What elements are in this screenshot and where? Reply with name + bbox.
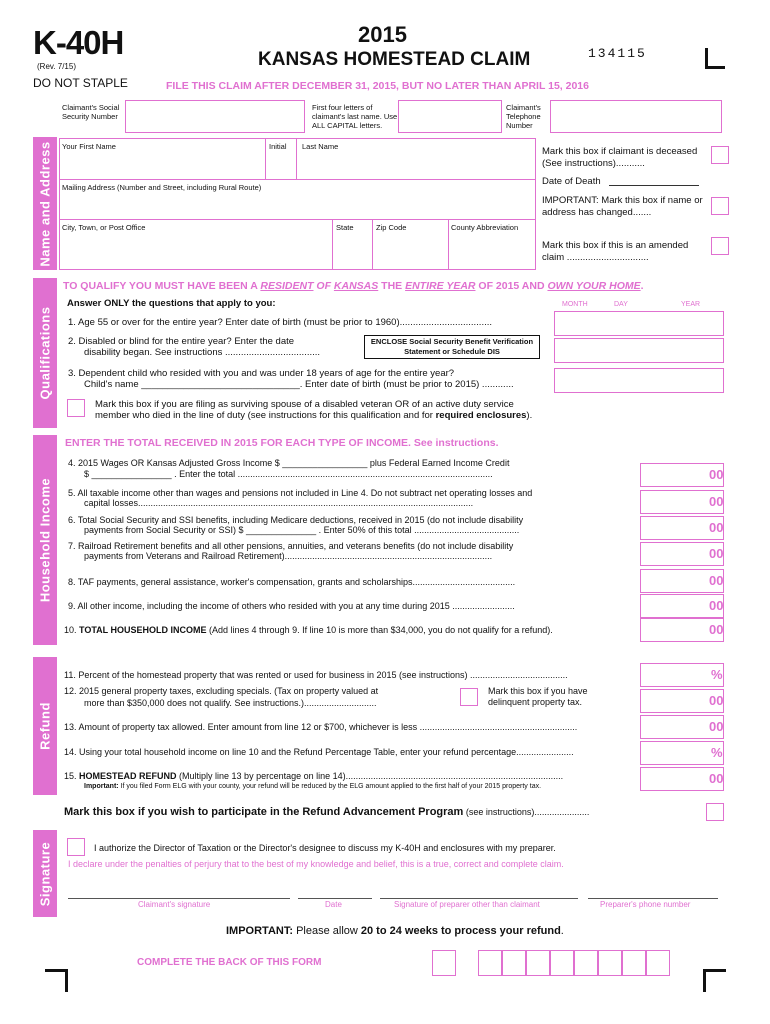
tab-signature: Signature xyxy=(33,830,57,917)
first-name-field[interactable]: Your First Name xyxy=(62,142,116,151)
veteran-label-a: Mark this box if you are filing as surviving spouse of a disabled veteran OR of an active duty service xyxy=(95,399,514,410)
tab-household-income: Household Income xyxy=(33,435,57,645)
date-label: Date xyxy=(325,900,342,909)
veteran-checkbox[interactable] xyxy=(67,399,85,417)
line11-label: 11. Percent of the homestead property that was rented or used for business in 2015 (see instructions) ....................................... xyxy=(64,670,568,680)
zip-field[interactable]: Zip Code xyxy=(376,223,407,232)
first-four-label: First four letters of claimant's last name. Use ALL CAPITAL letters. xyxy=(312,103,398,130)
line14-pct-sign: % xyxy=(711,745,723,760)
preparer-phone-label: Preparer's phone number xyxy=(600,900,691,909)
city-field[interactable]: City, Town, or Post Office xyxy=(62,223,146,232)
line5-label-b: capital losses...................................................................................................................................... xyxy=(84,498,474,508)
line4-label-b: $ ________________ . Enter the total ...................................................................................................... xyxy=(84,469,493,479)
county-field[interactable]: County Abbreviation xyxy=(451,223,519,232)
process-time-notice: IMPORTANT: Please allow 20 to 24 weeks to process your refund. xyxy=(226,925,564,937)
income-heading: ENTER THE TOTAL RECEIVED IN 2015 FOR EACH TYPE OF INCOME. See instructions. xyxy=(65,437,499,449)
line4-label-a: 4. 2015 Wages OR Kansas Adjusted Gross Income $ _________________ plus Federal Earned Income Credit xyxy=(68,458,510,468)
answer-only: Answer ONLY the questions that apply to you: xyxy=(67,298,276,309)
line7-cents: 00 xyxy=(709,546,724,561)
tab-qualifications: Qualifications xyxy=(33,278,57,428)
office-use-box-3 xyxy=(502,950,526,976)
claimant-signature-line[interactable] xyxy=(68,898,290,899)
amended-label: Mark this box if this is an amended claim ............................... xyxy=(542,240,689,263)
preparer-signature-label: Signature of preparer other than claimant xyxy=(394,900,540,909)
date-of-death-label: Date of Death xyxy=(542,176,601,187)
office-use-box-5 xyxy=(550,950,574,976)
veteran-label-b: member who died in the line of duty (see instructions for this qualification and for required enclosures). xyxy=(95,410,533,421)
line7-label-b: payments from Veterans and Railroad Retirement)................................................................................... xyxy=(84,551,493,561)
delinquent-checkbox[interactable] xyxy=(460,688,478,706)
mailing-address-field[interactable]: Mailing Address (Number and Street, including Rural Route) xyxy=(62,183,262,192)
advancement-label: Mark this box if you wish to participate in the Refund Advancement Program (see instructions)...................... xyxy=(64,806,590,818)
office-use-box-7 xyxy=(598,950,622,976)
line5-label-a: 5. All taxable income other than wages and pensions not included in Line 4. Do not subtract net operating losses and xyxy=(68,488,533,498)
line7-label-a: 7. Railroad Retirement benefits and all other pensions, annuities, and veterans benefits (do not include disability xyxy=(68,541,514,551)
line10-label: 10. TOTAL HOUSEHOLD INCOME (Add lines 4 through 9. If line 10 is more than $34,000, you do not qualify for a refund). xyxy=(64,625,553,635)
line10-cents: 00 xyxy=(709,622,724,637)
form-year: 2015 xyxy=(358,22,407,47)
address-change-checkbox[interactable] xyxy=(711,197,729,215)
line1-label: 1. Age 55 or over for the entire year? Enter date of birth (must be prior to 1960)................................... xyxy=(68,317,493,328)
line2-label-b: disability began. See instructions .................................... xyxy=(84,347,321,358)
authorize-preparer-checkbox[interactable] xyxy=(67,838,85,856)
corner-mark-bottom-right xyxy=(703,969,726,992)
state-field[interactable]: State xyxy=(336,223,354,232)
line1-dob-field[interactable] xyxy=(554,311,724,336)
deceased-label: Mark this box if claimant is deceased (See instructions)........... xyxy=(542,146,698,169)
line2-date-field[interactable] xyxy=(554,338,724,363)
file-notice: FILE THIS CLAIM AFTER DECEMBER 31, 2015, BUT NO LATER THAN APRIL 15, 2016 xyxy=(166,80,589,92)
revision: (Rev. 7/15) xyxy=(37,62,76,71)
phone-field[interactable] xyxy=(550,100,722,133)
line9-label: 9. All other income, including the income of others who resided with you at any time during 2015 ......................... xyxy=(68,601,515,611)
line2-label-a: 2. Disabled or blind for the entire year? Enter the date xyxy=(68,336,295,347)
year-label: YEAR xyxy=(681,301,701,308)
amended-checkbox[interactable] xyxy=(711,237,729,255)
month-label: MONTH xyxy=(562,301,588,308)
tab-name-and-address: Name and Address xyxy=(33,137,57,270)
tab-refund: Refund xyxy=(33,657,57,795)
line11-pct-sign: % xyxy=(711,667,723,682)
line8-label: 8. TAF payments, general assistance, worker's compensation, grants and scholarships......................................... xyxy=(68,577,516,587)
first-four-field[interactable] xyxy=(398,100,502,133)
line3-label-a: 3. Dependent child who resided with you and was under 18 years of age for the entire year? xyxy=(68,368,455,379)
perjury-declaration: I declare under the penalties of perjury that to the best of my knowledge and belief, this is a true, correct and complete claim. xyxy=(68,859,564,869)
line15-cents: 00 xyxy=(709,771,724,786)
enclose-ssb-box: ENCLOSE Social Security Benefit Verification Statement or Schedule DIS xyxy=(364,335,540,359)
line13-label: 13. Amount of property tax allowed. Enter amount from line 12 or $700, whichever is less ............................................................... xyxy=(64,722,578,732)
line12-label-a: 12. 2015 general property taxes, excluding specials. (Tax on property valued at xyxy=(64,686,379,696)
line3-label-b: Child's name ______________________________. Enter date of birth (must be prior to 2015) ............ xyxy=(84,379,514,390)
corner-mark-bottom-left xyxy=(45,969,68,992)
preparer-signature-line[interactable] xyxy=(380,898,578,899)
day-label: DAY xyxy=(614,301,628,308)
line4-cents: 00 xyxy=(709,467,724,482)
line6-label-b: payments from Social Security or SSI) $ ______________ . Enter 50% of this total .......................................... xyxy=(84,525,520,535)
office-use-box-4 xyxy=(526,950,550,976)
do-not-staple: DO NOT STAPLE xyxy=(33,76,128,90)
line9-cents: 00 xyxy=(709,598,724,613)
address-change-label: IMPORTANT: Mark this box if name or address has changed....... xyxy=(542,195,703,218)
form-id: K-40H xyxy=(33,24,124,61)
office-use-box-2 xyxy=(478,950,502,976)
deceased-checkbox[interactable] xyxy=(711,146,729,164)
line3-dob-field[interactable] xyxy=(554,368,724,393)
phone-label: Claimant's Telephone Number xyxy=(506,103,541,130)
delinquent-label: Mark this box if you have delinquent property tax. xyxy=(488,686,588,707)
office-use-box-9 xyxy=(646,950,670,976)
form-title: KANSAS HOMESTEAD CLAIM xyxy=(258,49,531,70)
line6-cents: 00 xyxy=(709,520,724,535)
line5-cents: 00 xyxy=(709,494,724,509)
elg-note: Important: If you filed Form ELG with your county, your refund will be reduced by the ELG amount applied to the first half of your 2015 property tax. xyxy=(84,783,542,790)
office-use-box-8 xyxy=(622,950,646,976)
preparer-phone-line[interactable] xyxy=(588,898,718,899)
last-name-field[interactable]: Last Name xyxy=(302,142,339,151)
line13-cents: 00 xyxy=(709,719,724,734)
qualify-heading: TO QUALIFY YOU MUST HAVE BEEN A RESIDENT OF KANSAS THE ENTIRE YEAR OF 2015 AND OWN YOUR HOME. xyxy=(63,280,644,292)
line15-label: 15. HOMESTEAD REFUND (Multiply line 13 by percentage on line 14)....................................................................................... xyxy=(64,771,564,781)
authorize-text: I authorize the Director of Taxation or the Director's designee to discuss my K-40H and enclosures with my preparer. xyxy=(94,843,556,853)
complete-back-notice: COMPLETE THE BACK OF THIS FORM xyxy=(137,957,322,968)
ssn-field[interactable] xyxy=(125,100,305,133)
barcode-number: 134115 xyxy=(588,46,647,61)
office-use-box-6 xyxy=(574,950,598,976)
name-address-box xyxy=(59,138,536,270)
date-line[interactable] xyxy=(298,898,372,899)
corner-mark-top-right xyxy=(705,48,725,69)
line12-cents: 00 xyxy=(709,693,724,708)
ssn-label: Claimant's Social Security Number xyxy=(62,103,120,121)
line12-label-b: more than $350,000 does not qualify. See instructions.)............................. xyxy=(84,698,377,708)
line8-cents: 00 xyxy=(709,573,724,588)
initial-field[interactable]: Initial xyxy=(269,142,287,151)
advancement-checkbox[interactable] xyxy=(706,803,724,821)
office-use-box-1 xyxy=(432,950,456,976)
claimant-signature-label: Claimant's signature xyxy=(138,900,211,909)
line6-label-a: 6. Total Social Security and SSI benefits, including Medicare deductions, received in 2015 (do not include disability xyxy=(68,515,524,525)
line14-label: 14. Using your total household income on line 10 and the Refund Percentage Table, enter your refund percentage....................... xyxy=(64,747,574,757)
